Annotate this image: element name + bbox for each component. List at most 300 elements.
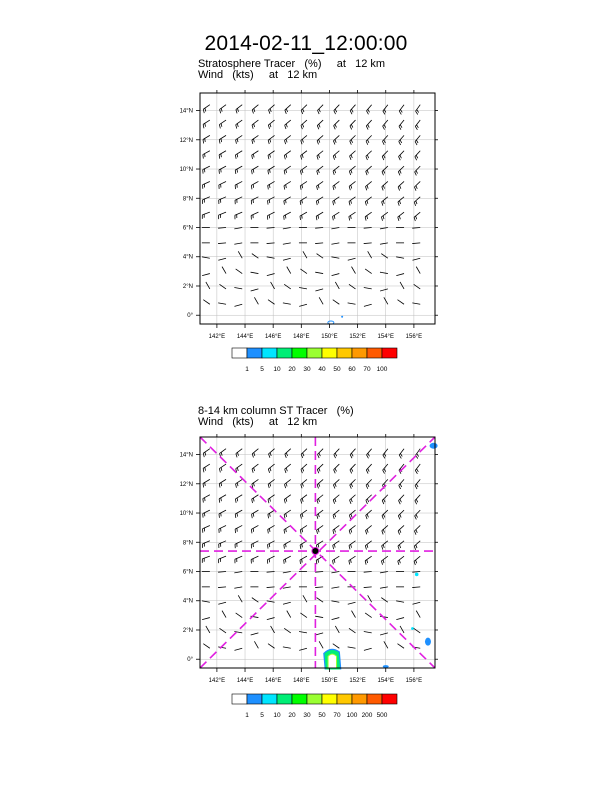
- wind-barb: [315, 272, 323, 273]
- lat-tick-label: 12°N: [179, 137, 193, 144]
- wind-barb: [235, 212, 242, 219]
- wind-barb: [299, 288, 307, 289]
- wind-barb: [368, 251, 372, 258]
- wind-barb: [252, 449, 258, 458]
- wind-barb: [399, 135, 404, 145]
- wind-barb: [219, 556, 226, 563]
- wind-barb: [235, 525, 242, 533]
- lon-tick-label: 156°E: [405, 678, 423, 684]
- wind-barb: [251, 212, 258, 219]
- wind-barb: [234, 288, 242, 289]
- wind-barb: [383, 120, 388, 130]
- tracer-patch: [411, 627, 414, 630]
- wind-barb: [254, 641, 258, 648]
- panel2-map: [170, 432, 450, 692]
- wind-barb: [251, 289, 259, 291]
- wind-barb: [285, 449, 291, 458]
- wind-barb: [284, 525, 291, 533]
- wind-barb: [203, 181, 210, 188]
- wind-barb: [335, 282, 339, 289]
- wind-barb: [203, 525, 210, 532]
- colorbar-box: [337, 348, 352, 358]
- wind-barb: [348, 303, 356, 304]
- wind-barb: [315, 243, 323, 244]
- wind-barb: [283, 303, 291, 304]
- wind-barb: [218, 243, 226, 244]
- wind-barb: [414, 212, 420, 221]
- wind-barb: [366, 120, 371, 129]
- wind-barb: [334, 105, 339, 114]
- wind-barb: [268, 464, 274, 473]
- wind-barb: [218, 258, 226, 260]
- wind-barb: [317, 510, 323, 519]
- colorbar-box: [352, 694, 367, 704]
- storm-center-marker: [312, 548, 319, 555]
- wind-barb: [218, 303, 226, 304]
- wind-barb: [349, 212, 356, 220]
- wind-barb: [219, 151, 226, 159]
- lat-tick-label: 4°N: [182, 254, 193, 261]
- tracer-patch: [425, 638, 431, 646]
- lon-tick-label: 146°E: [264, 678, 282, 684]
- wind-barb: [300, 556, 307, 564]
- colorbar-box: [232, 694, 247, 704]
- wind-barb: [416, 611, 420, 618]
- wind-barb: [203, 151, 210, 159]
- wind-barb: [349, 284, 356, 289]
- plot-title: 2014-02-11_12:00:00: [204, 32, 408, 55]
- colorbar-label: 50: [333, 366, 341, 373]
- wind-barb: [219, 510, 226, 518]
- wind-barb: [416, 105, 421, 115]
- wind-barb: [317, 598, 324, 603]
- colorbar-label: 30: [303, 366, 311, 373]
- wind-barb: [414, 284, 421, 289]
- wind-barb: [333, 510, 339, 519]
- wind-barb: [283, 602, 291, 604]
- wind-barb: [382, 495, 388, 504]
- wind-barb: [366, 166, 372, 175]
- wind-barb: [238, 595, 242, 602]
- wind-barb: [251, 633, 259, 635]
- wind-barb: [365, 269, 372, 274]
- wind-barb: [315, 289, 323, 291]
- wind-barb: [383, 464, 388, 474]
- tracer-patch: [415, 573, 419, 577]
- wind-barb: [219, 495, 226, 503]
- wind-barb: [396, 601, 404, 602]
- wind-barb: [364, 632, 372, 633]
- colorbar-box: [262, 348, 277, 358]
- wind-barb: [203, 479, 210, 487]
- wind-barb: [252, 254, 259, 259]
- wind-barb: [366, 464, 371, 473]
- wind-barb: [414, 181, 420, 190]
- wind-barb: [283, 258, 291, 260]
- wind-barb: [366, 135, 372, 144]
- wind-barb: [382, 166, 388, 175]
- wind-barb: [269, 449, 275, 458]
- wind-barb: [268, 120, 274, 129]
- wind-barb: [365, 613, 372, 618]
- wind-barb: [415, 495, 420, 505]
- wind-barb: [203, 135, 210, 143]
- wind-barb: [366, 479, 372, 488]
- wind-barb: [267, 556, 274, 564]
- wind-barb: [299, 648, 307, 650]
- wind-barb: [269, 105, 275, 114]
- wind-barb: [219, 479, 226, 487]
- lon-tick-label: 150°E: [321, 334, 338, 340]
- wind-barb: [234, 648, 242, 650]
- wind-barb: [349, 166, 355, 175]
- wind-barb: [206, 626, 210, 633]
- colorbar-box: [277, 694, 292, 704]
- wind-barb: [219, 197, 226, 204]
- panel1-title: Stratosphere Tracer (%) at 12 km: [198, 58, 386, 70]
- wind-barb: [317, 181, 324, 189]
- wind-barb: [219, 181, 226, 188]
- wind-barb: [252, 510, 259, 518]
- wind-barb: [202, 601, 210, 602]
- lat-tick-label: 2°N: [182, 627, 193, 634]
- wind-barb: [203, 105, 210, 113]
- wind-barb: [415, 151, 420, 161]
- wind-barb: [412, 587, 420, 588]
- wind-barb: [252, 151, 259, 159]
- lat-tick-label: 0°: [187, 313, 193, 320]
- colorbar-label: 200: [361, 712, 373, 719]
- wind-barb: [235, 151, 242, 159]
- wind-barb: [398, 212, 404, 221]
- wind-barb: [300, 212, 307, 220]
- wind-barb: [380, 587, 388, 588]
- wind-barb: [219, 464, 226, 472]
- lon-tick-label: 154°E: [377, 334, 394, 340]
- colorbar-label: 20: [288, 712, 296, 719]
- colorbar-label: 5: [260, 712, 264, 719]
- wind-barb: [380, 272, 388, 273]
- wind-barb: [332, 618, 340, 620]
- wind-barb: [414, 556, 420, 565]
- lat-tick-label: 8°N: [182, 540, 193, 547]
- tracer-dot: [341, 316, 343, 318]
- tracer-patch: [430, 443, 438, 449]
- wind-barb: [331, 243, 339, 244]
- wind-barb: [319, 297, 323, 304]
- wind-barb: [251, 541, 258, 549]
- colorbar-box: [292, 348, 307, 358]
- wind-barb: [350, 120, 356, 129]
- wind-barb: [236, 269, 243, 274]
- colorbar-box: [307, 348, 322, 358]
- wind-barb: [219, 120, 226, 128]
- wind-barb: [382, 151, 388, 160]
- panel2-colorbar: [226, 692, 406, 724]
- wind-barb: [349, 525, 355, 534]
- wind-barb: [416, 449, 421, 459]
- panel1-colorbar: [226, 346, 406, 378]
- wind-barb: [400, 282, 404, 289]
- wind-barb: [271, 282, 275, 289]
- wind-barb: [397, 644, 404, 649]
- wind-barb: [303, 595, 307, 602]
- lat-tick-label: 6°N: [182, 569, 193, 576]
- wind-barb: [218, 587, 226, 588]
- wind-barb: [283, 243, 291, 244]
- wind-barb: [367, 449, 372, 459]
- wind-barb: [380, 633, 388, 635]
- wind-barb: [202, 541, 209, 548]
- colorbar-label: 20: [288, 366, 296, 373]
- wind-barb: [368, 595, 372, 602]
- wind-barb: [315, 633, 323, 635]
- wind-barb: [317, 495, 323, 504]
- colorbar-box: [277, 348, 292, 358]
- wind-barb: [367, 105, 372, 115]
- wind-barb: [252, 598, 259, 603]
- wind-barb: [284, 495, 290, 504]
- tracer-contour-inner: [328, 654, 336, 668]
- wind-barb: [301, 120, 307, 129]
- wind-barb: [301, 464, 307, 473]
- wind-barb: [202, 556, 210, 563]
- wind-barb: [333, 495, 339, 504]
- wind-barb: [251, 272, 259, 273]
- wind-barb: [334, 464, 340, 473]
- wind-barb: [396, 618, 404, 620]
- wind-barb: [333, 525, 339, 534]
- wind-barb: [315, 587, 323, 588]
- wind-barb: [267, 212, 274, 220]
- wind-barb: [299, 632, 307, 633]
- wind-barb: [398, 556, 404, 565]
- wind-barb: [268, 525, 275, 533]
- wind-barb: [350, 105, 355, 115]
- wind-barb: [219, 212, 226, 219]
- lon-tick-label: 144°E: [236, 678, 254, 684]
- wind-barb: [351, 611, 355, 618]
- wind-barb: [382, 135, 387, 144]
- wind-barb: [331, 587, 339, 588]
- wind-barb: [252, 120, 258, 129]
- wind-barb: [236, 105, 242, 114]
- wind-barb: [383, 105, 388, 115]
- wind-barb: [203, 449, 210, 457]
- wind-barb: [319, 641, 323, 648]
- wind-barb: [415, 166, 421, 175]
- wind-barb: [285, 120, 291, 129]
- panel1-subtitle: Wind (kts) at 12 km: [198, 69, 318, 81]
- wind-barb: [381, 556, 387, 565]
- wind-barb: [301, 449, 307, 458]
- lon-tick-label: 150°E: [321, 678, 338, 684]
- wind-barb: [414, 628, 421, 633]
- wind-barb: [318, 449, 324, 458]
- colorbar-box: [262, 694, 277, 704]
- wind-barb: [283, 587, 291, 588]
- lat-tick-label: 0°: [187, 657, 193, 664]
- wind-barb: [335, 626, 339, 633]
- wind-barb: [350, 495, 356, 504]
- wind-barb: [350, 464, 356, 473]
- wind-barb: [219, 284, 226, 289]
- wind-barb: [284, 284, 291, 289]
- colorbar-label: 500: [376, 712, 388, 719]
- wind-barb: [203, 495, 210, 503]
- wind-barb: [398, 181, 404, 190]
- wind-barb: [365, 212, 372, 220]
- wind-barb: [415, 464, 420, 474]
- wind-barb: [219, 135, 226, 143]
- colorbar-label: 40: [318, 366, 326, 373]
- wind-barb: [398, 166, 404, 175]
- wind-barb: [234, 587, 242, 588]
- wind-barb: [299, 304, 307, 306]
- wind-barb: [380, 243, 388, 244]
- wind-barb: [219, 628, 226, 633]
- panel2-title: 8-14 km column ST Tracer (%): [198, 405, 354, 417]
- colorbar-box: [292, 694, 307, 704]
- wind-barb: [236, 464, 242, 473]
- wind-barb: [365, 556, 372, 564]
- lat-tick-label: 10°N: [179, 511, 193, 518]
- wind-barb: [415, 135, 420, 145]
- wind-barb: [399, 495, 405, 504]
- wind-barb: [268, 197, 275, 205]
- colorbar-label: 70: [333, 712, 341, 719]
- wind-barb: [203, 120, 210, 128]
- wind-barb: [397, 300, 404, 305]
- wind-barb: [287, 611, 291, 618]
- wind-barb: [318, 105, 324, 114]
- wind-barb: [235, 510, 242, 518]
- wind-barb: [251, 181, 258, 189]
- wind-barb: [268, 495, 275, 503]
- lon-tick-label: 152°E: [349, 334, 366, 340]
- colorbar-label: 60: [348, 366, 356, 373]
- lat-tick-label: 12°N: [179, 481, 193, 488]
- lon-tick-label: 146°E: [264, 334, 282, 340]
- wind-barb: [284, 510, 291, 518]
- wind-barb: [351, 267, 355, 274]
- wind-barb: [236, 613, 243, 618]
- wind-barb: [383, 449, 388, 459]
- wind-barb: [398, 510, 404, 519]
- wind-barb: [303, 251, 307, 258]
- wind-barb: [381, 212, 387, 221]
- wind-barb: [254, 297, 258, 304]
- wind-barb: [382, 510, 388, 519]
- wind-barb: [284, 556, 291, 564]
- wind-barb: [219, 525, 226, 532]
- wind-barb: [235, 541, 242, 548]
- colorbar-box: [322, 348, 337, 358]
- panel1-map: [170, 88, 450, 348]
- wind-barb: [234, 243, 242, 244]
- wind-barb: [332, 274, 340, 276]
- wind-barb: [349, 628, 356, 633]
- colorbar-box: [247, 694, 262, 704]
- wind-barb: [252, 464, 258, 473]
- colorbar-box: [322, 694, 337, 704]
- wind-barb: [333, 300, 340, 305]
- wind-barb: [220, 449, 226, 458]
- wind-barb: [399, 151, 405, 160]
- wind-barb: [252, 166, 259, 174]
- lon-tick-label: 148°E: [293, 334, 310, 340]
- wind-barb: [316, 212, 323, 220]
- wind-barb: [284, 212, 291, 220]
- wind-barb: [317, 151, 323, 160]
- lon-tick-label: 154°E: [377, 678, 394, 684]
- wind-barb: [222, 611, 226, 618]
- wind-barb: [287, 267, 291, 274]
- wind-barb: [350, 449, 355, 459]
- wind-barb: [234, 304, 242, 306]
- wind-barb: [301, 105, 307, 114]
- colorbar-box: [382, 348, 397, 358]
- wind-barb: [252, 105, 258, 114]
- wind-barb: [219, 166, 226, 174]
- wind-barb: [203, 510, 210, 518]
- colorbar-label: 70: [363, 366, 371, 373]
- wind-barb: [317, 120, 323, 129]
- wind-barb: [317, 525, 324, 533]
- wind-barb: [268, 644, 275, 649]
- wind-barb: [365, 181, 371, 190]
- wind-barb: [399, 479, 404, 489]
- wind-barb: [399, 105, 404, 115]
- wind-barb: [364, 648, 372, 650]
- wind-barb: [238, 251, 242, 258]
- colorbar-label: 50: [318, 712, 326, 719]
- lat-tick-label: 10°N: [179, 167, 193, 174]
- wind-barb: [202, 618, 210, 620]
- wind-barb: [284, 541, 291, 549]
- wind-barb: [396, 274, 404, 276]
- wind-barb: [412, 303, 420, 304]
- wind-barb: [333, 556, 340, 564]
- wind-barb: [317, 464, 323, 473]
- panel2-subtitle: Wind (kts) at 12 km: [198, 416, 318, 428]
- wind-barb: [399, 449, 404, 459]
- wind-barb: [333, 166, 339, 175]
- wind-barb: [251, 556, 258, 563]
- lat-tick-label: 2°N: [182, 283, 193, 290]
- wind-barb: [271, 626, 275, 633]
- wind-barb: [284, 197, 291, 205]
- wind-barb: [348, 258, 356, 260]
- wind-barb: [380, 289, 388, 291]
- lon-tick-label: 144°E: [236, 334, 254, 340]
- wind-barb: [285, 105, 291, 114]
- wind-barb: [364, 288, 372, 289]
- wind-barb: [268, 300, 275, 305]
- lat-tick-label: 14°N: [179, 108, 193, 115]
- wind-barb: [236, 120, 242, 129]
- lon-tick-label: 148°E: [293, 678, 310, 684]
- wind-barb: [268, 541, 275, 549]
- wind-barb: [268, 510, 275, 518]
- wind-barb: [285, 464, 291, 473]
- wind-barb: [400, 626, 404, 633]
- colorbar-box: [337, 694, 352, 704]
- wind-barb: [349, 181, 355, 190]
- wind-barb: [364, 587, 372, 588]
- wind-barb: [382, 525, 388, 534]
- lat-tick-label: 6°N: [182, 225, 193, 232]
